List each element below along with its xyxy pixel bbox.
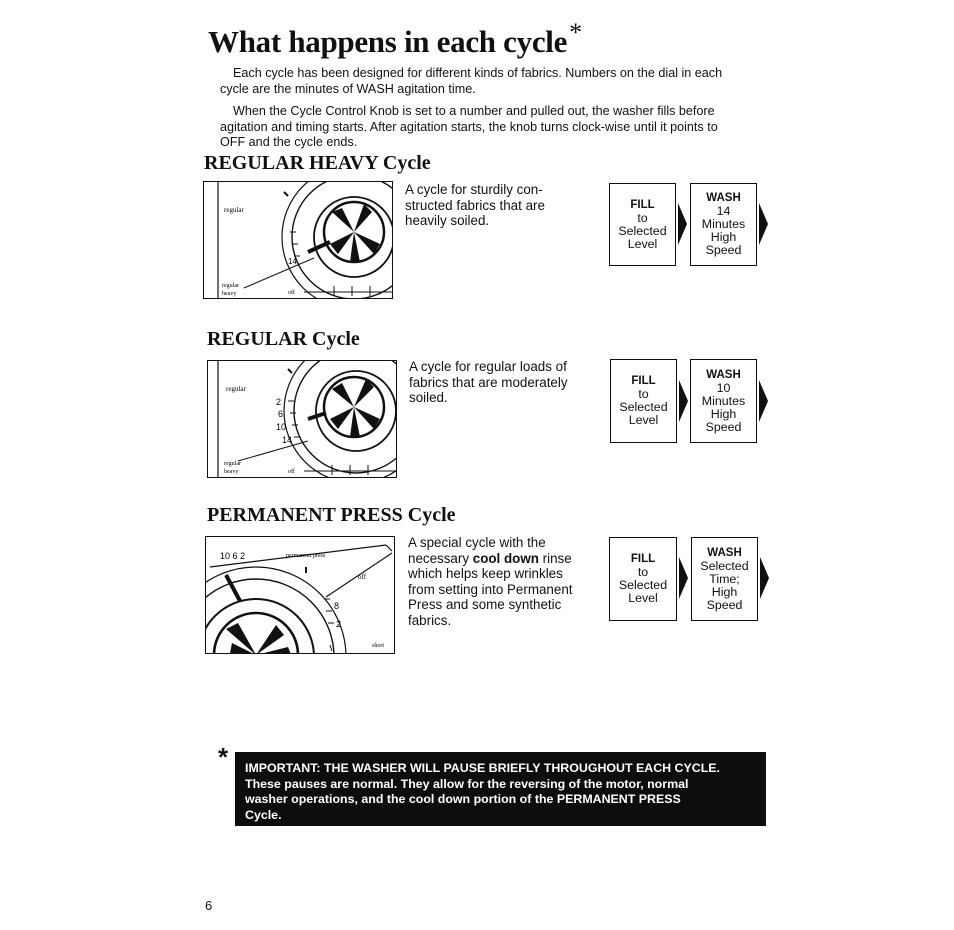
notice-line: These pauses are normal. They allow for the reversing of the motor, normal xyxy=(245,776,689,791)
intro-paragraph-1: Each cycle has been designed for different kinds of fabrics. Numbers on the dial in each cycle are the minutes of WASH agitation time. xyxy=(220,66,723,96)
fill-box-line: to xyxy=(637,210,648,225)
regular-dial-illustration xyxy=(207,360,397,478)
wash-box-line: High xyxy=(710,230,737,244)
dial-number-14: 14 xyxy=(288,257,297,266)
desc-line: from setting into Permanent xyxy=(408,581,573,597)
important-notice xyxy=(235,752,766,826)
fill-box-line: to xyxy=(638,387,649,401)
notice-line: Cycle. xyxy=(245,807,282,822)
fill-box-line: Level xyxy=(628,591,658,605)
desc-bold-text: cool down xyxy=(472,550,539,566)
wash-box-line: Minutes xyxy=(701,217,746,231)
fill-box xyxy=(609,183,676,266)
regular-heavy-dial-illustration xyxy=(203,181,393,299)
desc-line: A cycle for sturdily con- xyxy=(405,182,543,197)
dial-label-permanent-press: permanent press xyxy=(286,553,326,559)
dial-label-regular: regular xyxy=(224,206,244,214)
wash-box xyxy=(690,359,757,443)
desc-line: fabrics. xyxy=(408,612,452,628)
desc-line: soiled. xyxy=(409,390,448,405)
notice-line: washer operations, and the cool down portion of the PERMANENT PRESS xyxy=(245,792,681,806)
dial-label-heavy: heavy xyxy=(222,291,237,297)
page-title-text: What happens in each cycle xyxy=(208,24,568,59)
fill-box-line: Level xyxy=(628,413,659,427)
dial-drawing xyxy=(208,361,397,478)
wash-box-line: Speed xyxy=(705,243,742,257)
dial-label-short: short xyxy=(372,643,384,649)
wash-box-line: Minutes xyxy=(701,393,746,408)
page-title xyxy=(208,18,582,60)
dial-number-6: 6 xyxy=(278,409,284,419)
wash-box-line: 14 xyxy=(716,204,731,218)
dial-label-regular-2: regular xyxy=(224,461,241,467)
desc-line: Press and some synthetic xyxy=(408,597,562,612)
wash-box-line: Selected xyxy=(700,558,749,573)
wash-box xyxy=(691,537,758,621)
wash-box-head: WASH xyxy=(706,368,741,381)
page-number: 6 xyxy=(205,898,213,913)
desc-line: structed fabrics that are xyxy=(405,197,545,213)
wash-box-line: Speed xyxy=(705,419,742,434)
wash-box-line: Speed xyxy=(706,597,743,612)
dial-number-2: 2 xyxy=(276,397,282,407)
wash-box-head: WASH xyxy=(706,192,741,204)
wash-box-line: High xyxy=(711,584,738,599)
wash-box xyxy=(690,183,757,266)
fill-box-line: Selected xyxy=(618,578,668,592)
dial-label-off: off xyxy=(358,573,367,581)
fill-box-head: FILL xyxy=(630,553,656,565)
desc-line xyxy=(408,551,573,567)
arrow-right-icon xyxy=(679,380,688,422)
arrow-right-icon xyxy=(759,380,768,422)
regular-heavy-description xyxy=(405,182,545,229)
fill-box xyxy=(610,359,677,443)
desc-line: heavily soiled. xyxy=(405,213,490,228)
wash-box-line: 10 xyxy=(716,380,731,395)
fill-box-line: Selected xyxy=(619,400,668,414)
permanent-press-description xyxy=(408,535,573,628)
wash-box-head: WASH xyxy=(707,546,742,559)
desc-line: fabrics that are moderately xyxy=(409,374,568,390)
desc-text: rinse xyxy=(538,550,572,566)
desc-line: which helps keep wrinkles xyxy=(408,566,563,581)
wash-box-line: High xyxy=(710,406,737,421)
dial-number-2: 2 xyxy=(336,619,342,629)
fill-box-line: Level xyxy=(627,236,658,251)
arrow-right-icon xyxy=(679,557,688,599)
dial-label-regular-2: regular xyxy=(222,283,239,289)
dial-number-8: 8 xyxy=(334,601,340,611)
notice-asterisk: * xyxy=(218,742,229,772)
dial-top-numbers: 10 6 2 xyxy=(220,551,246,561)
fill-box xyxy=(609,537,677,621)
permanent-press-dial-illustration xyxy=(205,536,395,654)
arrow-right-icon xyxy=(760,557,769,599)
desc-line: A cycle for regular loads of xyxy=(409,359,567,374)
dial-drawing xyxy=(206,537,395,654)
fill-box-head: FILL xyxy=(631,375,656,387)
permanent-press-heading: PERMANENT PRESS Cycle xyxy=(207,504,456,526)
dial-label-heavy: heavy xyxy=(224,469,239,475)
dial-drawing xyxy=(204,182,393,299)
fill-box-head: FILL xyxy=(630,198,655,211)
wash-box-line: Time; xyxy=(709,571,740,586)
fill-box-line: Selected xyxy=(618,223,667,238)
intro-paragraph-2: When the Cycle Control Knob is set to a number and pulled out, the washer fills before agitation and timing starts. After agitation starts, the knob turns clock-wise until it points to OFF and the cycle ends. xyxy=(220,104,718,149)
arrow-right-icon xyxy=(678,203,687,245)
desc-line: A special cycle with the xyxy=(408,535,546,550)
dial-number-14: 14 xyxy=(282,435,293,445)
arrow-right-icon xyxy=(759,203,768,245)
dial-label-regular: regular xyxy=(226,385,246,393)
fill-box-line: to xyxy=(637,565,649,579)
regular-heading: REGULAR Cycle xyxy=(207,328,360,350)
dial-label-off: off xyxy=(288,290,295,296)
regular-heavy-heading: REGULAR HEAVY Cycle xyxy=(204,152,431,174)
dial-number-10: 10 xyxy=(276,422,287,432)
notice-line: IMPORTANT: THE WASHER WILL PAUSE BRIEFLY THROUGHOUT EACH CYCLE. xyxy=(245,761,720,775)
regular-description xyxy=(409,359,568,406)
title-asterisk: * xyxy=(569,18,582,47)
dial-label-off: off xyxy=(288,469,295,475)
desc-text: necessary xyxy=(408,550,473,566)
